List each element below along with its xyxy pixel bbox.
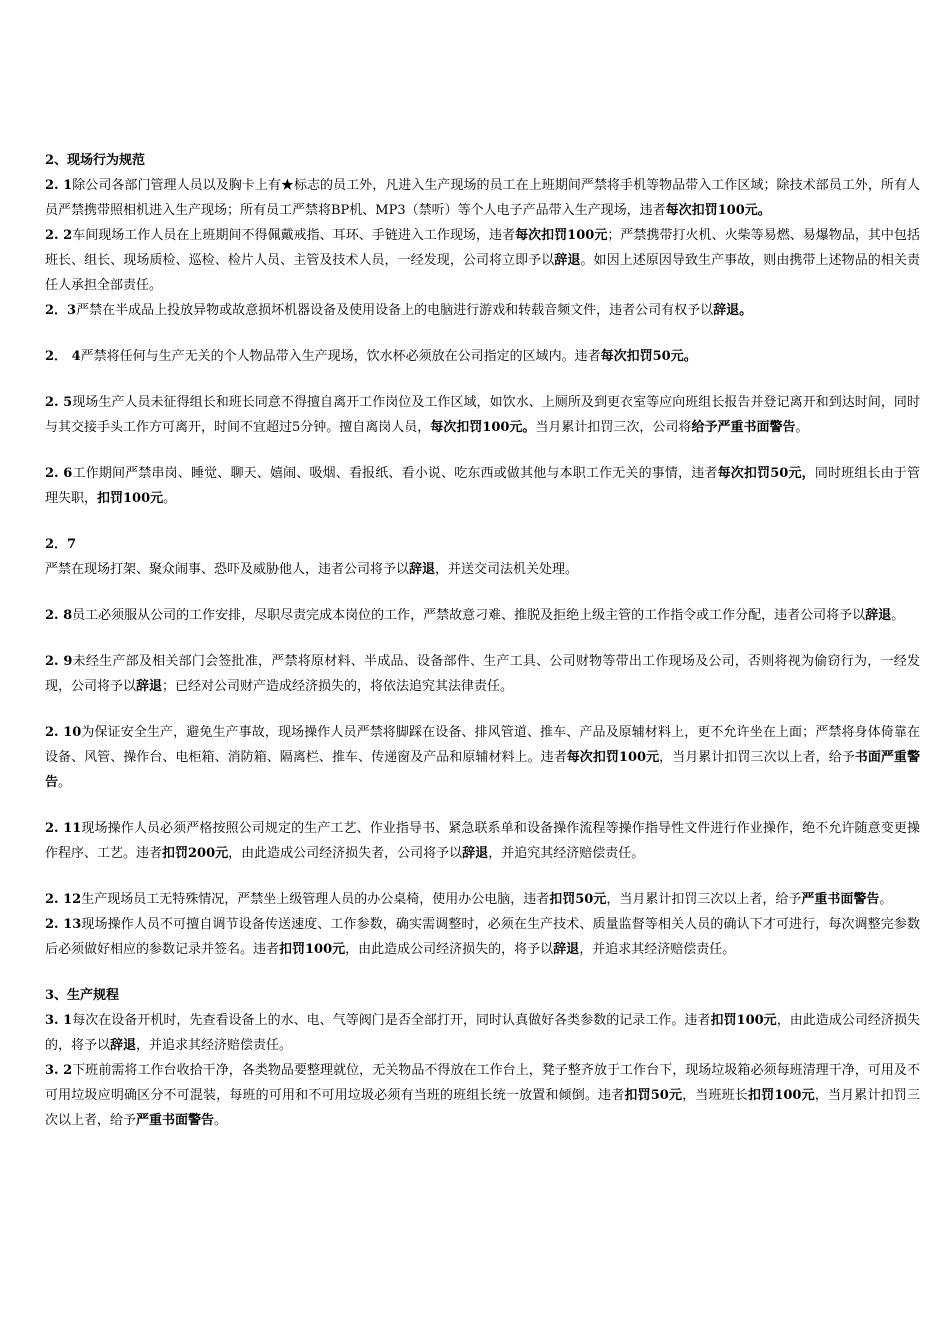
clause-text: 除公司各部门管理人员以及胸卡上有★标志的员工外，凡进入生产现场的员工在上班期间严禁将手机等物品带入工作区域；除技术部员工外，所有人员严禁携带照相机进入生产现场；所有员工严禁将BP机、MP3（禁听）等个人电子产品带入生产现场，违者 bbox=[45, 178, 920, 218]
section-heading: 3、生产规程 bbox=[45, 988, 120, 1003]
clause-text: ，并追究其经济赔偿责任。 bbox=[488, 846, 645, 861]
emphasis-text: 辞退 bbox=[136, 679, 163, 694]
clause-text: 。 bbox=[795, 420, 809, 435]
clause-text: 生产现场员工无特殊情况，严禁坐上级管理人员的办公桌椅，使用办公电脑，违者 bbox=[81, 892, 550, 907]
clause-number: 2． 4 bbox=[45, 349, 81, 364]
clause bbox=[45, 720, 920, 795]
clause-text: 严禁在半成品上投放异物或故意损坏机器设备及使用设备上的电脑进行游戏和转载音频文件，违者公司有权予以 bbox=[76, 303, 714, 318]
clause-text: 。 bbox=[214, 1113, 228, 1128]
spacer bbox=[45, 369, 920, 390]
clause-number: 2. 2 bbox=[45, 228, 73, 243]
clause bbox=[45, 298, 920, 323]
clause-text: ，当月累计扣罚三次以上者，给予 bbox=[659, 750, 855, 765]
emphasis-text: 扣罚100元 bbox=[747, 1088, 815, 1103]
emphasis-text: 扣罚50元 bbox=[624, 1088, 683, 1103]
document-body bbox=[45, 148, 920, 1133]
clause bbox=[45, 912, 920, 962]
clause-text: 现场操作人员必须严格按照公司规定的生产工艺、作业指导书、紧急联系单和设备操作流程等操作指导性文件进行作业操作，绝不允许随意变更操作程序、工艺。违者 bbox=[45, 821, 920, 861]
clause-text: 员工必须服从公司的工作安排，尽职尽责完成本岗位的工作，严禁故意刁难、推脱及拒绝上级主管的工作指令或工作分配，违者公司将予以 bbox=[72, 608, 866, 623]
clause bbox=[45, 1058, 920, 1133]
clause bbox=[45, 603, 920, 628]
spacer bbox=[45, 440, 920, 461]
clause-text: 车间现场工作人员在上班期间不得佩戴戒指、耳环、手链进入工作现场，违者 bbox=[72, 228, 516, 243]
emphasis-text: 辞退。 bbox=[713, 303, 753, 318]
clause bbox=[45, 649, 920, 699]
emphasis-text: 扣罚200元 bbox=[162, 846, 229, 861]
clause-text: ，当月累计扣罚三次以上者，给予 bbox=[606, 892, 802, 907]
clause bbox=[45, 344, 920, 369]
clause-text: ，由此造成公司经济损失者，公司将予以 bbox=[228, 846, 463, 861]
clause-text: ，并追求其经济赔偿责任。 bbox=[579, 942, 736, 957]
clause-text: 为保证安全生产，避免生产事故，现场操作人员严禁将脚踩在设备、排风管道、推车、产品及原辅材料上，更不允许坐在上面；严禁将身体倚靠在设备、风管、操作台、电柜箱、消防箱、隔离栏、推车、传递窗及产品和原辅材料上。违者 bbox=[45, 725, 920, 765]
clause-text: 。 bbox=[879, 892, 893, 907]
clause-text: 当月累计扣罚三次，公司将 bbox=[535, 420, 692, 435]
clause-number: 2. 8 bbox=[45, 608, 73, 623]
clause-text: ，由此造成公司经济损失的，将予以 bbox=[345, 942, 554, 957]
clause-number: 2．7 bbox=[45, 537, 77, 552]
spacer bbox=[45, 628, 920, 649]
clause bbox=[45, 532, 920, 582]
clause-text: 严禁将任何与生产无关的个人物品带入生产现场，饮水杯必须放在公司指定的区域内。违者 bbox=[80, 349, 601, 364]
emphasis-text: 扣罚100元 bbox=[710, 1013, 777, 1028]
emphasis-text: 扣罚50元 bbox=[549, 892, 607, 907]
emphasis-text: 辞退 bbox=[554, 253, 581, 268]
clause-text: 同时班组长由于管理失职， bbox=[45, 466, 920, 506]
clause-number: 3. 2 bbox=[45, 1063, 73, 1078]
spacer bbox=[45, 511, 920, 532]
clause-text: ，由此造成公司经济损失的，将予以 bbox=[45, 1013, 920, 1053]
clause-text: 。 bbox=[891, 608, 905, 623]
clause-text: ，当班班长 bbox=[682, 1088, 748, 1103]
emphasis-text: 每次扣罚100元 bbox=[566, 750, 660, 765]
section-heading: 2、现场行为规范 bbox=[45, 153, 146, 168]
clause-number: 2. 5 bbox=[45, 395, 73, 410]
clause-number: 2. 13 bbox=[45, 917, 82, 932]
clause-number: 2. 6 bbox=[45, 466, 73, 481]
clause-number: 3. 1 bbox=[45, 1013, 73, 1028]
clause-number: 2．3 bbox=[45, 303, 77, 318]
clause bbox=[45, 1008, 920, 1058]
spacer bbox=[45, 795, 920, 816]
clause-number: 2. 1 bbox=[45, 178, 73, 193]
emphasis-text: 严重书面警告 bbox=[801, 892, 880, 907]
emphasis-text: 每次扣罚100元。 bbox=[665, 203, 771, 218]
spacer bbox=[45, 962, 920, 983]
emphasis-text: 辞退 bbox=[110, 1038, 137, 1053]
clause bbox=[45, 887, 920, 912]
clause bbox=[45, 816, 920, 866]
clause-number: 2. 12 bbox=[45, 892, 82, 907]
clause-text: ，并送交司法机关处理。 bbox=[435, 562, 579, 577]
clause bbox=[45, 223, 920, 298]
clause-text: 现场操作人员不可擅自调节设备传送速度、工作参数，确实需调整时，必须在生产技术、质量监督等相关人员的确认下才可进行，每次调整完参数后必须做好相应的参数记录并签名。违者 bbox=[45, 917, 920, 957]
emphasis-text: 每次扣罚50元， bbox=[717, 466, 815, 481]
clause-number: 2. 11 bbox=[45, 821, 82, 836]
clause-text: 每次在设备开机时，先查看设备上的水、电、气等阀门是否全部打开，同时认真做好各类参数的记录工作。违者 bbox=[72, 1013, 711, 1028]
clause-text: 未经生产部及相关部门会签批准，严禁将原材料、半成品、设备部件、生产工具、公司财物等带出工作现场及公司，否则将视为偷窃行为，一经发现，公司将予以 bbox=[45, 654, 920, 694]
clause-text: ，当月累计扣罚三次以上者，给予 bbox=[45, 1088, 920, 1128]
clause-text: 。如因上述原因导致生产事故，则由携带上述物品的相关责任人承担全部责任。 bbox=[45, 253, 920, 293]
emphasis-text: 每次扣罚50元。 bbox=[600, 349, 697, 364]
emphasis-text: 书面严重警告 bbox=[45, 750, 920, 790]
emphasis-text: 每次扣罚100元 bbox=[515, 228, 608, 243]
clause-text: ，并追求其经济赔偿责任。 bbox=[136, 1038, 293, 1053]
clause-number: 2. 10 bbox=[45, 725, 82, 740]
emphasis-text: 每次扣罚100元。 bbox=[430, 420, 536, 435]
clause-text: 现场生产人员未征得组长和班长同意不得擅自离开工作岗位及工作区域，如饮水、上厕所及到更衣室等应向班组长报告并登记离开和到达时间，同时与其交接手头工作方可离开，时间不宜超过5分钟。擅自离岗人员， bbox=[45, 395, 920, 435]
clause-text: 严禁在现场打架、聚众闹事、恐吓及威胁他人，违者公司将予以 bbox=[45, 562, 410, 577]
clause bbox=[45, 173, 920, 223]
emphasis-text: 严重书面警告 bbox=[136, 1113, 215, 1128]
spacer bbox=[45, 866, 920, 887]
emphasis-text: 扣罚100元 bbox=[279, 942, 346, 957]
emphasis-text: 辞退 bbox=[462, 846, 489, 861]
clause-text: 下班前需将工作台收拾干净，各类物品要整理就位，无关物品不得放在工作台上，凳子整齐放于工作台下，现场垃圾箱必须每班清理干净，可用及不可用垃圾应明确区分不可混装，每班的可用和不可用垃圾必须有当班的班组长统一放置和倾倒。违者 bbox=[45, 1063, 920, 1103]
emphasis-text: 扣罚100元 bbox=[97, 491, 164, 506]
spacer bbox=[45, 323, 920, 344]
spacer bbox=[45, 699, 920, 720]
clause-text: ；已经对公司财产造成经济损失的，将依法追究其法律责任。 bbox=[162, 679, 514, 694]
emphasis-text: 辞退 bbox=[553, 942, 580, 957]
clause-text: ；严禁携带打火机、火柴等易燃、易爆物品，其中包括班长、组长、现场质检、巡检、检片人员、主管及技术人员，一经发现，公司将立即予以 bbox=[45, 228, 920, 268]
clause-text: 。 bbox=[163, 491, 177, 506]
clause-text: 。 bbox=[58, 775, 72, 790]
emphasis-text: 给予严重书面警告 bbox=[691, 420, 796, 435]
clause bbox=[45, 461, 920, 511]
emphasis-text: 辞退 bbox=[409, 562, 436, 577]
clause-text: 工作期间严禁串岗、睡觉、聊天、嬉闹、吸烟、看报纸、看小说、吃东西或做其他与本职工作无关的事情，违者 bbox=[72, 466, 718, 481]
spacer bbox=[45, 582, 920, 603]
emphasis-text: 辞退 bbox=[865, 608, 892, 623]
clause bbox=[45, 390, 920, 440]
clause-number: 2. 9 bbox=[45, 654, 73, 669]
